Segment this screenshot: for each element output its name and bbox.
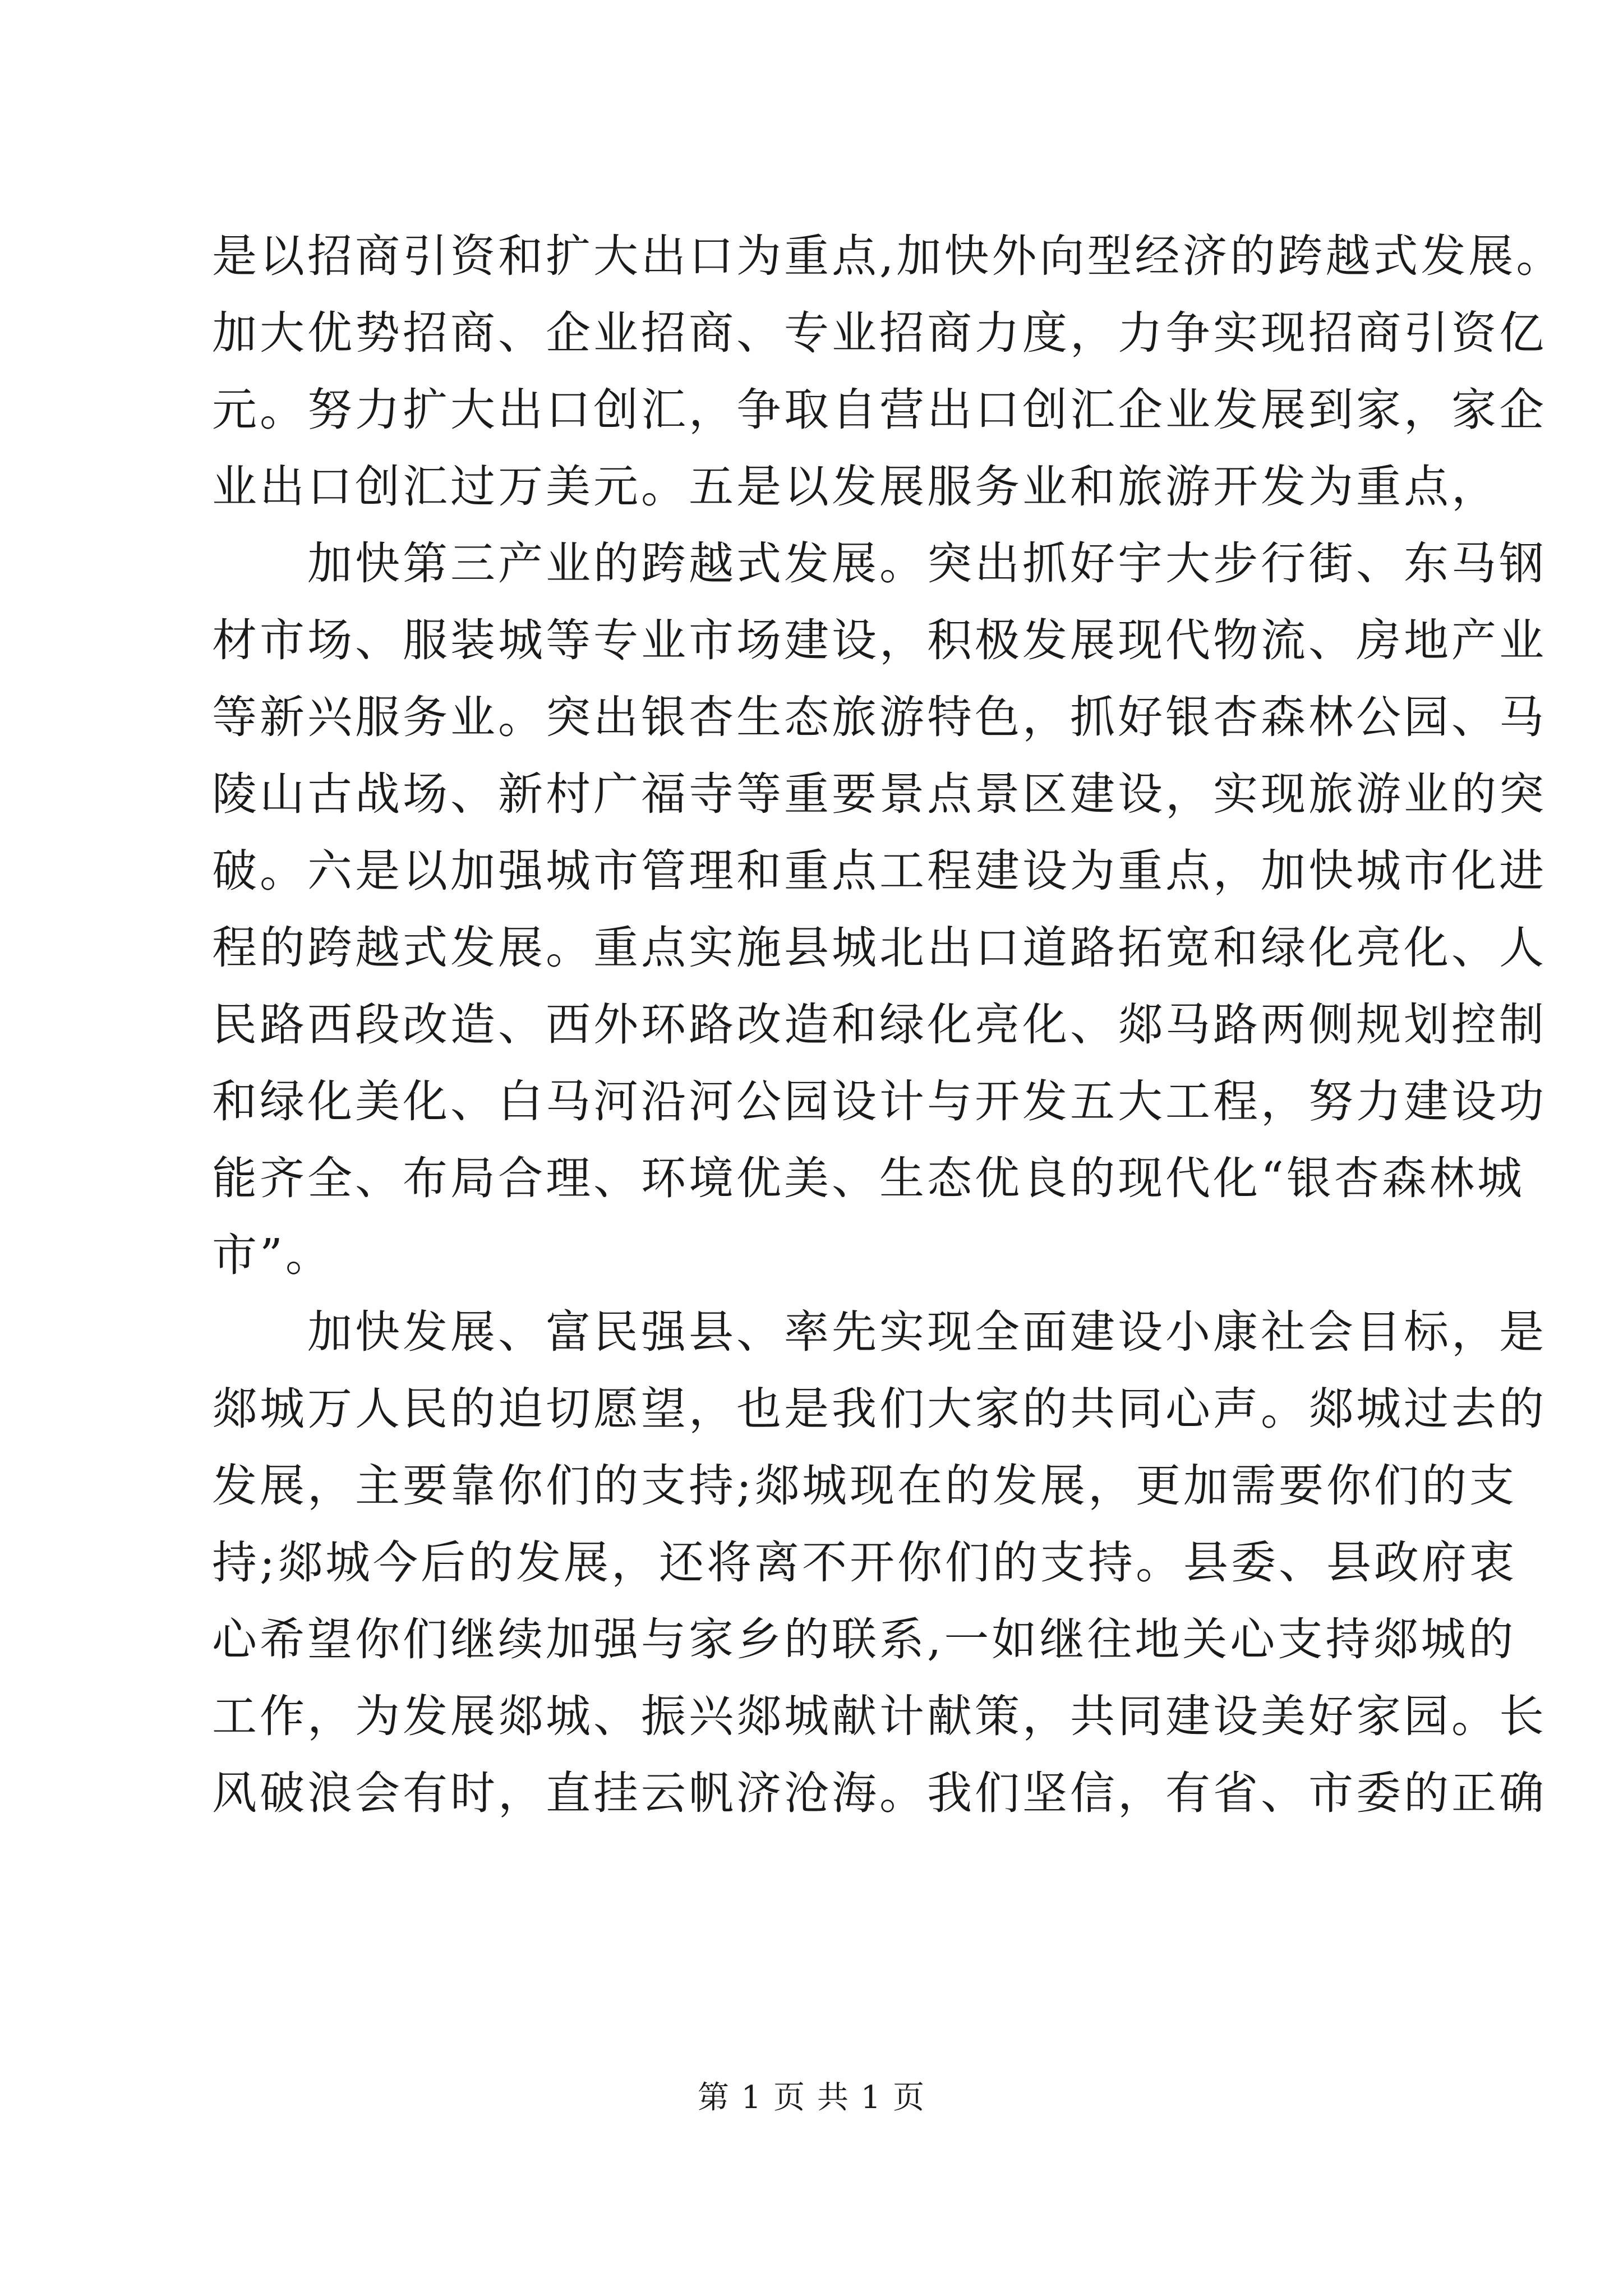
text-line: 发展，主要靠你们的支持;郯城现在的发展，更加需要你们的支	[212, 1460, 1517, 1512]
text-line: 民路西段改造、西外环路改造和绿化亮化、郯马路两侧规划控制	[212, 999, 1547, 1051]
text-line: 加大优势招商、企业招商、专业招商力度，力争实现招商引资亿	[212, 307, 1547, 359]
text-line: 风破浪会有时，直挂云帆济沧海。我们坚信，有省、市委的正确	[212, 1767, 1547, 1819]
text-line: 工作，为发展郯城、振兴郯城献计献策，共同建设美好家园。长	[212, 1690, 1547, 1742]
text-line: 业出口创汇过万美元。五是以发展服务业和旅游开发为重点，	[212, 461, 1499, 513]
text-line: 能齐全、布局合理、环境优美、生态优良的现代化“银杏森林城	[212, 1152, 1525, 1204]
text-line: 程的跨越式发展。重点实施县城北出口道路拓宽和绿化亮化、人	[212, 922, 1547, 974]
text-line: 陵山古战场、新村广福寺等重要景点景区建设，实现旅游业的突	[212, 768, 1547, 820]
text-line: 材市场、服装城等专业市场建设，积极发展现代物流、房地产业	[212, 614, 1547, 666]
page-footer: 第 1 页 共 1 页	[697, 2079, 926, 2116]
text-line: 加快发展、富民强县、率先实现全面建设小康社会目标，是	[212, 1306, 1547, 1358]
text-line: 破。六是以加强城市管理和重点工程建设为重点，加快城市化进	[212, 845, 1547, 897]
text-line: 是以招商引资和扩大出口为重点,加快外向型经济的跨越式发展。	[212, 230, 1564, 282]
text-line: 市”。	[212, 1229, 333, 1281]
text-line: 郯城万人民的迫切愿望，也是我们大家的共同心声。郯城过去的	[212, 1383, 1547, 1435]
text-line: 等新兴服务业。突出银杏生态旅游特色，抓好银杏森林公园、马	[212, 691, 1547, 743]
document-body	[212, 218, 1564, 1832]
text-line: 持;郯城今后的发展，还将离不开你们的支持。县委、县政府衷	[212, 1536, 1517, 1589]
text-line: 心希望你们继续加强与家乡的联系,一如继往地关心支持郯城的	[212, 1613, 1516, 1665]
text-line: 加快第三产业的跨越式发展。突出抓好宇大步行街、东马钢	[212, 537, 1547, 590]
text-line: 和绿化美化、白马河沿河公园设计与开发五大工程，努力建设功	[212, 1075, 1547, 1128]
text-line: 元。努力扩大出口创汇，争取自营出口创汇企业发展到家，家企	[212, 384, 1547, 436]
